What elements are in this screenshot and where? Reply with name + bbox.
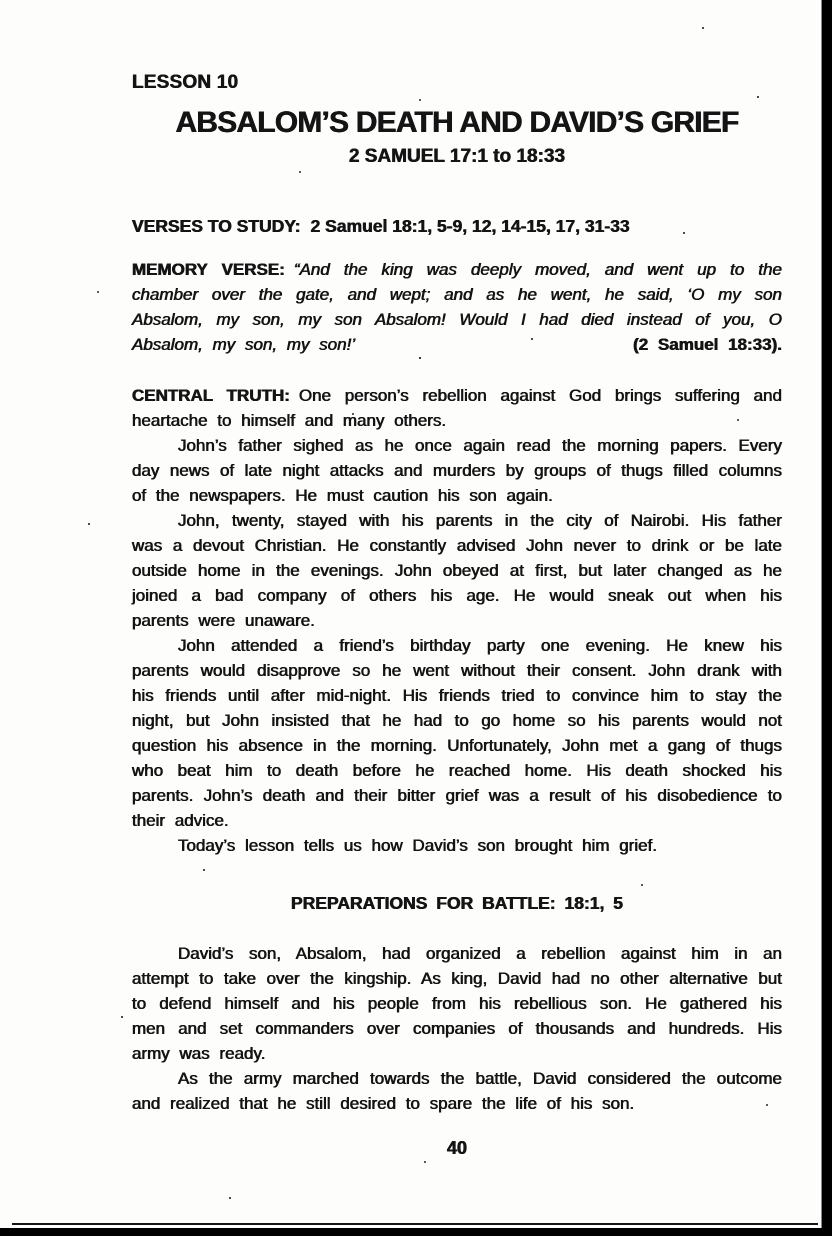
page-title: ABSALOM’S DEATH AND DAVID’S GRIEF — [175, 106, 739, 139]
section-paragraph: David’s son, Absalom, had organized a rebellion against him in an attempt to take over the kingship. As king, David had no other alternative but to defend himself and his people from his rebellious son. He gathered his men and set commanders over companies of thousands and hundreds. His army was ready. — [132, 944, 782, 1063]
intro-paragraph: John attended a friend’s birthday party one evening. He knew his parents would disapprove so he went without their consent. John drank with his friends until after mid-night. His friends tried to convince him to stay the night, but John insisted that he had to go home so his parents would not question his absence in the morning. Unfortunately, John met a gang of thugs who beat him to death before he reached home. His death shocked his parents. John’s death and their bitter grief was a result of his disobedience to their advice. — [132, 636, 782, 830]
memory-verse — [132, 257, 782, 357]
verses-to-study — [132, 214, 782, 239]
section-paragraphs — [132, 941, 782, 1116]
verses-to-study-label: VERSES TO STUDY: — [132, 215, 301, 236]
memory-verse-text: “And the king was deeply moved, and went up to the chamber over the gate, and wept; and as he went, he said, ‘O my son Absalom, my son, my son Absalom! Would I had died instead of you, O Absalom, my son, my son!’ — [132, 260, 782, 354]
verses-to-study-text: 2 Samuel 18:1, 5-9, 12, 14-15, 17, 31-33 — [310, 215, 630, 236]
memory-verse-reference: (2 Samuel 18:33). — [633, 335, 782, 354]
intro-paragraph: John, twenty, stayed with his parents in the city of Nairobi. His father was a devout Christian. He constantly advised John never to drink or be late outside home in the evenings. John obeyed at first, but later changed as he joined a bad company of others his age. He would sneak out when his parents were unaware. — [132, 511, 782, 630]
intro-paragraph: John’s father sighed as he once again read the morning papers. Every day news of late night attacks and murders by groups of thugs filled columns of the newspapers. He must caution his son again. — [132, 436, 782, 505]
section-paragraph: As the army marched towards the battle, David considered the outcome and realized that he still desired to spare the life of his son. — [132, 1069, 782, 1113]
scan-right-edge-strip — [822, 0, 832, 1236]
central-truth-label: CENTRAL TRUTH: — [132, 386, 290, 405]
scan-noise-speckles — [0, 0, 2, 2]
scan-bottom-thin-line — [12, 1223, 818, 1225]
scan-bottom-edge-strip — [0, 1228, 832, 1236]
scripture-range: 2 SAMUEL 17:1 to 18:33 — [348, 146, 566, 167]
lesson-label: LESSON 10 — [132, 72, 239, 93]
intro-paragraph: Today’s lesson tells us how David’s son brought him grief. — [178, 836, 658, 855]
central-truth — [132, 383, 782, 433]
section-heading: PREPARATIONS FOR BATTLE: 18:1, 5 — [291, 893, 623, 913]
memory-verse-label: MEMORY VERSE: — [132, 260, 285, 279]
page-number: 40 — [446, 1138, 468, 1158]
introduction-paragraphs — [132, 433, 782, 858]
central-truth-text: One person’s rebellion against God brings suffering and heartache to himself and many others. — [132, 386, 782, 430]
